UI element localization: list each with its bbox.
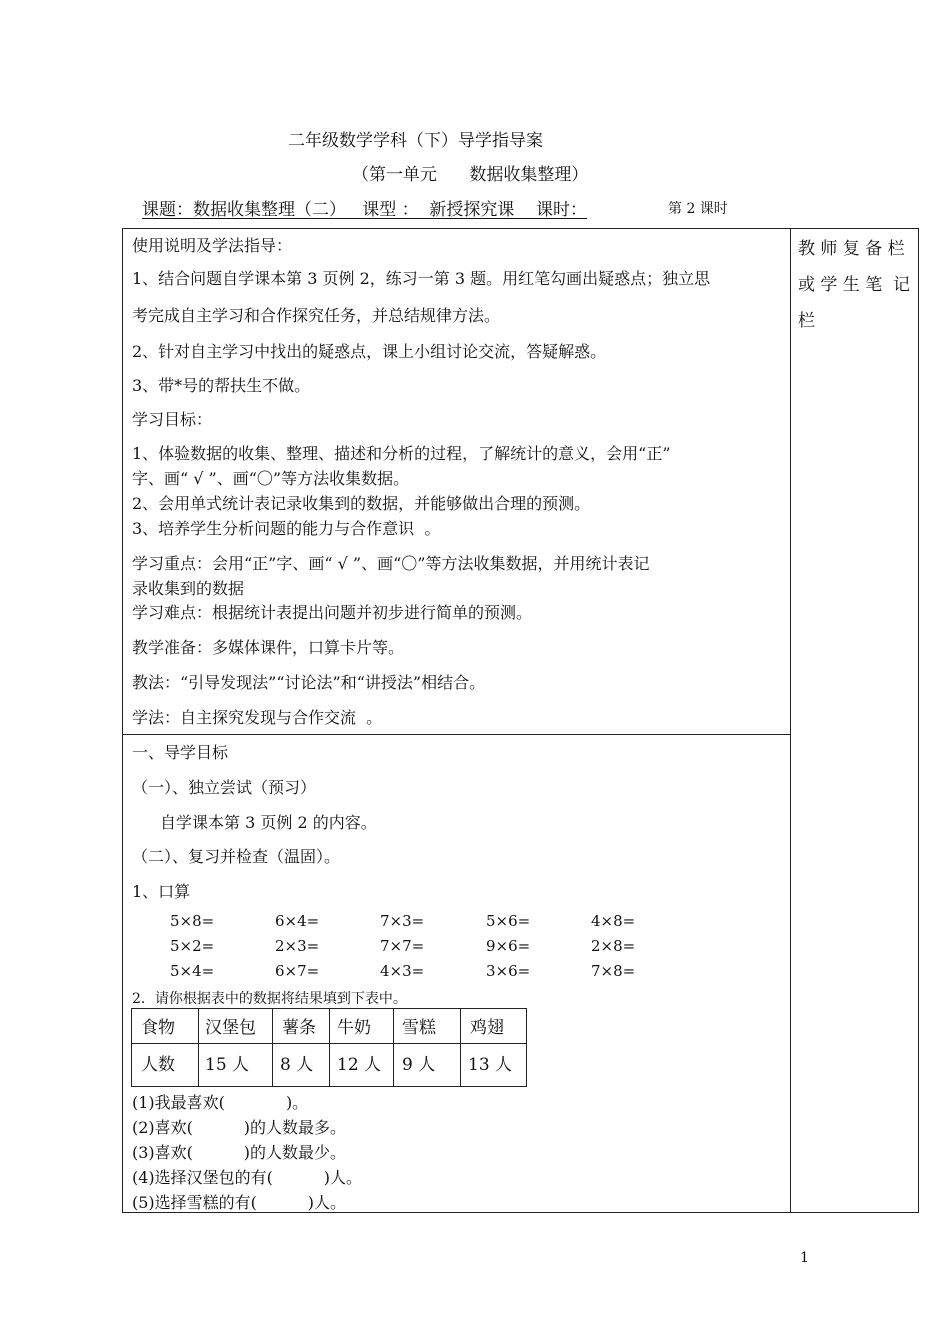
guide-part1-title: （一）、独立尝试（预习）	[132, 778, 317, 797]
page-title: 二年级数学学科（下）导学指导案	[288, 131, 543, 151]
oral-item: 2×3=	[275, 937, 320, 955]
table-cell: 9 人	[402, 1055, 436, 1075]
question-item: (3)喜欢( )的人数最少。	[132, 1143, 347, 1162]
oral-item: 6×4=	[275, 912, 320, 930]
table-cell: 13 人	[468, 1055, 513, 1075]
side-label-line3: 栏	[798, 311, 815, 331]
oral-item: 4×8=	[591, 912, 636, 930]
page-subtitle: （第一单元 数据收集整理）	[352, 165, 589, 185]
objective-item: 字、画“ √ ”、画“〇”等方法收集数据。	[132, 469, 410, 488]
learning-method: 学法：自主探究发现与合作交流 。	[132, 708, 383, 727]
table-header-cell: 汉堡包	[205, 1018, 256, 1038]
oral-item: 5×4=	[170, 962, 215, 980]
question-item: (1)我最喜欢( )。	[132, 1093, 309, 1112]
side-label-line2: 或 学 生 笔 记	[798, 275, 911, 295]
table-header-cell: 雪糕	[402, 1018, 436, 1038]
oral-item: 6×7=	[275, 962, 320, 980]
table-header-cell: 薯条	[282, 1018, 316, 1038]
oral-item: 7×3=	[380, 912, 425, 930]
oral-item: 3×6=	[486, 962, 531, 980]
oral-item: 5×8=	[170, 912, 215, 930]
page-number: 1	[800, 1250, 809, 1266]
lesson-info: 课题：数据收集整理（二） 课型 ： 新授探究课 课时：	[142, 200, 588, 220]
objective-item: 2、会用单式统计表记录收集到的数据，并能够做出合理的预测。	[132, 494, 591, 513]
objectives-heading: 学习目标：	[132, 410, 213, 429]
oral-item: 2×8=	[591, 937, 636, 955]
instruction-item: 考完成自主学习和合作探究任务，并总结规律方法。	[132, 306, 501, 325]
teaching-prep: 教学准备：多媒体课件，口算卡片等。	[132, 638, 405, 657]
question-item: (5)选择雪糕的有( )人。	[132, 1193, 347, 1212]
instruction-item: 1、结合问题自学课本第 3 页例 2，练习一第 3 题。用红笔勾画出疑惑点；独立思	[132, 269, 711, 288]
side-label-line1: 教 师 复 备 栏	[798, 239, 905, 259]
table-cell: 人数	[141, 1055, 175, 1075]
oral-item: 5×6=	[486, 912, 531, 930]
guide-part2-title: （二）、复习并检查（温固）。	[132, 847, 341, 866]
guide-part1-text: 自学课本第 3 页例 2 的内容。	[160, 813, 377, 832]
table-header-cell: 鸡翅	[470, 1018, 504, 1038]
objective-item: 1、体验数据的收集、整理、描述和分析的过程，了解统计的意义，会用“正”	[132, 444, 671, 463]
instruction-item: 2、针对自主学习中找出的疑惑点，课上小组讨论交流，答疑解惑。	[132, 342, 607, 361]
objective-item: 3、培养学生分析问题的能力与合作意识 。	[132, 519, 441, 538]
oral-item: 9×6=	[486, 937, 531, 955]
guide-title: 一、导学目标	[132, 743, 229, 762]
instructions-heading: 使用说明及学法指导：	[132, 236, 293, 255]
oral-item: 5×2=	[170, 937, 215, 955]
oral-item: 7×8=	[591, 962, 636, 980]
table-cell: 8 人	[280, 1055, 314, 1075]
table-intro: 2．请你根据表中的数据将结果填到下表中。	[132, 991, 407, 1007]
oral-item: 7×7=	[380, 937, 425, 955]
teaching-method: 教法：“引导发现法”“讨论法”和“讲授法”相结合。	[132, 673, 486, 692]
learning-focus: 学习重点：会用“正”字、画“ √ ”、画“〇”等方法收集数据，并用统计表记	[132, 554, 650, 573]
question-item: (2)喜欢( )的人数最多。	[132, 1118, 347, 1137]
table-cell: 12 人	[337, 1055, 382, 1075]
learning-difficulty: 学习难点：根据统计表提出问题并初步进行简单的预测。	[132, 603, 533, 622]
table-header-cell: 牛奶	[337, 1018, 371, 1038]
table-cell: 15 人	[205, 1055, 250, 1075]
table-header-cell: 食物	[141, 1018, 175, 1038]
oral-item: 4×3=	[380, 962, 425, 980]
instruction-item: 3、带*号的帮扶生不做。	[132, 376, 311, 395]
learning-focus: 录收集到的数据	[132, 579, 245, 598]
question-item: (4)选择汉堡包的有( )人。	[132, 1168, 363, 1187]
lesson-period: 第 2 课时	[668, 201, 728, 217]
oral-calc-title: 1、口算	[132, 882, 191, 901]
